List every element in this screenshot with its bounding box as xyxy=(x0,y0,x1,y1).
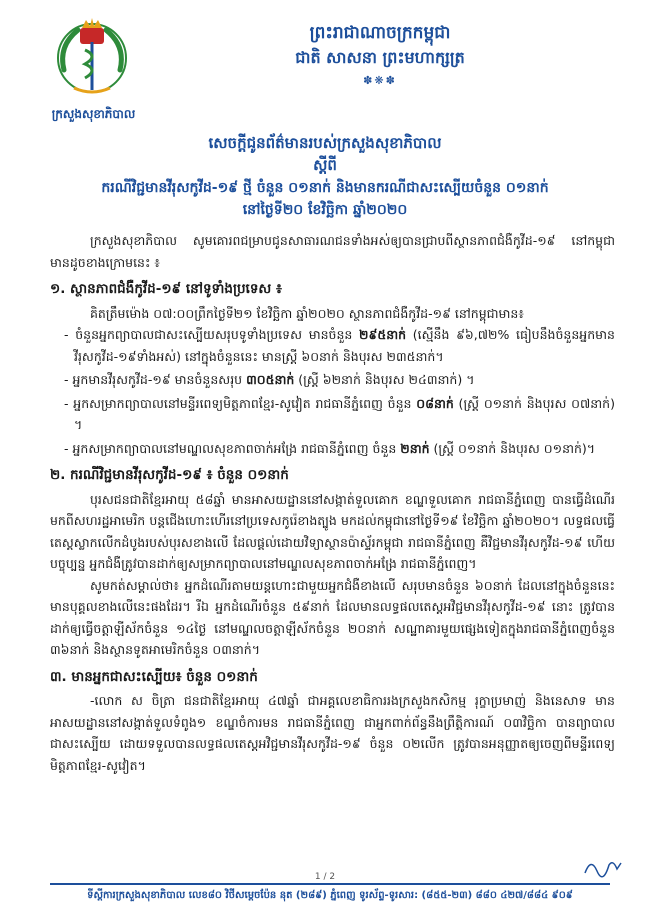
signature-icon xyxy=(583,855,623,879)
section-1-title: ១. ស្ថានភាពជំងឺកូវីដ-១៩ នៅទូទាំងប្រទេស ៖ xyxy=(50,281,282,297)
document-subject xyxy=(36,177,614,221)
ministry-of-health-emblem-icon xyxy=(52,18,132,98)
footer-address: ទីស្តីការក្រសួងសុខាភិបាល លេខ៨០ វិថីសម្តេចប៉ែន នុត (២៨៩) ភ្នំពេញ ទូរស័ព្ទ-ទូរសារ: (៨៥៥-២៣) ៨៨០ ៤២៧/៨៨៤ ៩០៩ xyxy=(87,890,573,901)
section-3-paragraph-1: -លោក ស ចិត្រា ជនជាតិខ្មែរអាយុ ៤៧ឆ្នាំ ជាអគ្គលេខាធិការរងក្រសួងកសិកម្ម រុក្ខាប្រមាញ់ និងនេសាទ មានអាសយដ្ឋាននៅសង្កាត់ទួលទំពូង១ ខណ្ឌចំការមន រាជធានីភ្នំពេញ ជាអ្នកពាក់ព័ន្ធនឹងព្រឹត្តិការណ៍ ០៣វិច្ឆិកា បានព្យាបាលជាសះស្បើយ ដោយទទួលបានលទ្ធផលតេស្តអវិជ្ជមានវីរុសកូវីដ-១៩ ចំនួន ០២លើក ត្រូវបានអនុញ្ញាតឲ្យចេញពីមន្ទីរពេទ្យមិត្តភាពខ្មែរ-សូវៀត។ xyxy=(50,693,615,773)
document-title: សេចក្តីជូនព័ត៌មានរបស់ក្រសួងសុខាភិបាល xyxy=(208,134,442,152)
document-subtitle-about: ស្តីពី xyxy=(313,156,337,174)
page-number: 1 / 2 xyxy=(314,872,336,882)
document-body xyxy=(50,230,615,776)
national-motto: ជាតិ សាសនា ព្រះមហាក្សត្រ xyxy=(295,48,465,67)
subject-line-2: នៅថ្ងៃទី២០ ខែវិច្ឆិកា ឆ្នាំ២០២០ xyxy=(242,202,408,218)
section-3-title: ៣. មានអ្នកជាសះស្បើយ៖ ចំនួន ០១នាក់ xyxy=(50,668,258,685)
section-1-bullet-total-cases: - អ្នកមានវីរុសកូវីដ-១៩ មានចំនួនសរុប ៣០៥នាក់ (ស្ត្រី ៦២នាក់ និងបុរស ២៤៣នាក់) ។ xyxy=(74,369,615,391)
ministry-name: ក្រសួងសុខាភិបាល xyxy=(51,107,136,121)
kingdom-heading: ព្រះរាជាណាចក្រកម្ពុជា xyxy=(309,23,451,43)
footer-divider xyxy=(50,883,610,885)
section-2-paragraph-2: សូមកត់សម្គាល់ថា៖ អ្នកដំណើរតាមយន្តហោះជាមួយអ្នកជំងឺខាងលើ សរុបមានចំនួន ៦០នាក់ ដែលនៅក្នុងចំនួននេះ មានបុគ្គលខាងលើនេះផងដែរ។ រីឯ អ្នកដំណើរចំនួន ៥៩នាក់ ដែលមានលទ្ធផលតេស្តអវិជ្ជមានវីរុសកូវីដ-១៩ នោះ ត្រូវបានដាក់ឲ្យធ្វើចត្តាឡីស័កចំនួន ១៤ថ្ងៃ នៅមណ្ឌលចត្តាឡីស័កចំនួន ២០នាក់ សណ្ឋាគារមួយផ្សេងទៀតក្នុងរាជធានីភ្នំពេញចំនួន ៣៦នាក់ និងស្ថានទូតអាមេរិកចំនួន ០៣នាក់។ xyxy=(50,577,615,657)
subject-line-1: ករណីវិជ្ជមានវីរុសកូវីដ-១៩ ថ្មី ចំនួន ០១នាក់ និងមានករណីជាសះស្បើយចំនួន ០១នាក់ xyxy=(101,180,549,196)
section-2-title: ២. ករណីវិជ្ជមានវីរុសកូវីដ-១៩ ៖ ចំនួន ០១នាក់ xyxy=(50,467,289,483)
section-1-bullet-health-center: - អ្នកសម្រាកព្យាបាលនៅមណ្ឌលសុខភាពចាក់អង្រែ រាជធានីភ្នំពេញ ចំនួន ២នាក់ (ស្ត្រី ០១នាក់ និងបុរស ០១នាក់)។ xyxy=(74,438,615,460)
section-1-bullet-recovered: - ចំនួនអ្នកព្យាបាលជាសះស្បើយសរុបទូទាំងប្រទេស មានចំនួន ២៩៥នាក់ (ស្មើនឹង ៩៦,៧២% ធៀបនឹងចំនួនអ្នកមានវីរុសកូវីដ-១៩ទាំងអស់) នៅក្នុងចំនួននេះ មានស្ត្រី ៦០នាក់ និងបុរស ២៣៥នាក់។ xyxy=(74,324,615,367)
section-1-lead: គិតត្រឹមម៉ោង ០៧:០០ព្រឹកថ្ងៃទី២១ ខែវិច្ឆិកា ឆ្នាំ២០២០ ស្ថានភាពជំងឺកូវីដ-១៩ នៅកម្ពុជាមាន៖ xyxy=(90,305,524,321)
section-2-paragraph-1: បុរសជនជាតិខ្មែរអាយុ ៥៨ឆ្នាំ មានអាសយដ្ឋាននៅសង្កាត់ទួលគោក ខណ្ឌទួលគោក រាជធានីភ្នំពេញ បានធ្វើដំណើរមកពីសហរដ្ឋអាមេរិក បន្តជើងហោះហើរនៅប្រទេសកូរ៉េខាងត្បូង មកដល់កម្ពុជានៅថ្ងៃទី១៩ ខែវិច្ឆិកា ឆ្នាំ២០២០។ លទ្ធផលធ្វើតេស្តស្លាកលើកដំបូងរបស់បុរសខាងលើ ដែលផ្តល់ដោយវិទ្យាស្ថានប៉ាស្ទ័រកម្ពុជា រាជធានីភ្នំពេញ គឺវិជ្ជមានវីរុសកូវីដ-១៩ ហើយបច្ចុប្បន្ន អ្នកជំងឺត្រូវបានដាក់ឲ្យសម្រាកព្យាបាលនៅមណ្ឌលសុខភាពចាក់អង្រែ រាជធានីភ្នំពេញ។ xyxy=(50,491,615,571)
section-1-bullet-hospital: - អ្នកសម្រាកព្យាបាលនៅមន្ទីរពេទ្យមិត្តភាពខ្មែរ-សូវៀត រាជធានីភ្នំពេញ ចំនួន ០៨នាក់ (ស្ត្រី ០១នាក់ និងបុរស ០៧នាក់) ។ xyxy=(74,393,615,436)
intro-paragraph: ក្រសួងសុខាភិបាល សូមគោរពជម្រាបជូនសាធារណជនទាំងអស់ឲ្យបានជ្រាបពីស្ថានភាពជំងឺកូវីដ-១៩ នៅកម្ពុជា មានដូចខាងក្រោមនេះ ៖ xyxy=(50,233,615,270)
decorative-ornament: ✽❋✽ xyxy=(363,74,397,87)
